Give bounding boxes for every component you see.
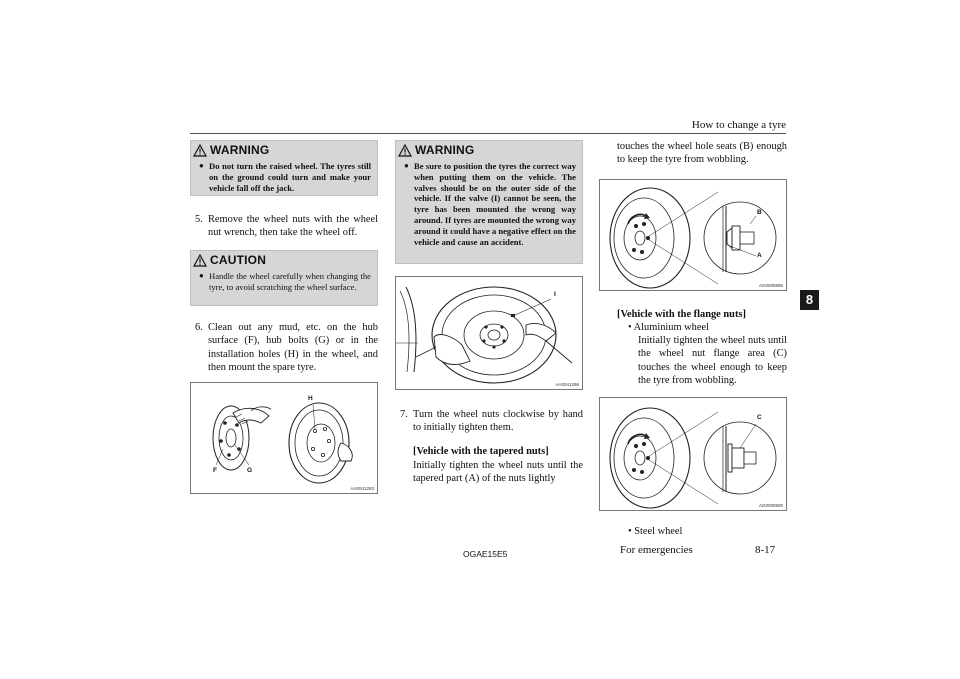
step-text: Remove the wheel nuts with the wheel nut wrench, then take the wheel off. bbox=[208, 214, 378, 239]
warning-header bbox=[396, 141, 582, 159]
step-number: 6. bbox=[195, 322, 203, 333]
page-number: 8-17 bbox=[755, 544, 776, 556]
figure-flange-nut bbox=[599, 397, 787, 511]
step-number: 7. bbox=[400, 409, 408, 420]
label-c: C bbox=[757, 414, 762, 421]
warning-label: WARNING bbox=[210, 143, 270, 157]
step-text: Clean out any mud, etc. on the hub surface (F), hub bolts (G) or in the installation holes (H) in the wheel, and then mount the spare tyre. bbox=[208, 322, 378, 374]
warning-label: WARNING bbox=[415, 143, 475, 157]
tapered-nuts-text: Initially tighten the wheel nuts until the tapered part (A) of the nuts lightly bbox=[413, 460, 583, 485]
warning-box-left bbox=[190, 140, 378, 196]
caution-label: CAUTION bbox=[210, 253, 267, 267]
tapered-nuts-heading: [Vehicle with the tapered nuts] bbox=[413, 446, 549, 457]
label-a: A bbox=[757, 252, 762, 259]
label-b: B bbox=[757, 209, 762, 216]
label-h: H bbox=[308, 395, 313, 402]
figure-code: AA0041296 bbox=[555, 382, 579, 387]
page-header-title: How to change a tyre bbox=[691, 119, 786, 131]
tapered-nut-wheel-illustration bbox=[600, 180, 786, 290]
warning-triangle-icon bbox=[193, 144, 207, 157]
bullet-icon: ● bbox=[404, 161, 409, 170]
document-code: OGAE15E5 bbox=[463, 549, 508, 559]
hub-and-wheel-illustration bbox=[191, 383, 377, 493]
aluminium-wheel-bullet: • Aluminium wheel bbox=[628, 322, 709, 333]
figure-code: AA0041283 bbox=[350, 486, 374, 491]
aluminium-wheel-text: Initially tighten the wheel nuts until the wheel nut flange area (C) touches the wheel enough to keep the tyre from wobbling. bbox=[638, 335, 787, 387]
step-6 bbox=[195, 321, 378, 375]
warning-box-middle bbox=[395, 140, 583, 264]
warning-header bbox=[191, 141, 377, 159]
bullet-icon: ● bbox=[199, 271, 204, 280]
warning-item: ● Do not turn the raised wheel. The tyres still on the ground could turn and make your vehicle fall off the jack. bbox=[199, 161, 371, 193]
figure-tapered-nut bbox=[599, 179, 787, 291]
warning-triangle-icon bbox=[398, 144, 412, 157]
tapered-nuts-continuation: touches the wheel hole seats (B) enough to keep the tyre from wobbling. bbox=[617, 141, 787, 166]
caution-header bbox=[191, 251, 377, 269]
header-rule bbox=[190, 133, 786, 134]
label-f: F bbox=[213, 467, 217, 474]
figure-hub-cleaning bbox=[190, 382, 378, 494]
bullet-icon: ● bbox=[199, 161, 204, 170]
caution-box bbox=[190, 250, 378, 306]
figure-code: AG0005896 bbox=[758, 283, 783, 288]
footer-section-title: For emergencies bbox=[620, 544, 693, 556]
steel-wheel-bullet: • Steel wheel bbox=[628, 526, 683, 537]
step-number: 5. bbox=[195, 214, 203, 225]
figure-tyre-valve bbox=[395, 276, 583, 390]
chapter-tab: 8 bbox=[800, 290, 819, 310]
caution-item: ● Handle the wheel carefully when changing the tyre, to avoid scratching the wheel surface. bbox=[199, 271, 371, 292]
label-i: I bbox=[554, 291, 556, 298]
figure-code: AG0005900 bbox=[758, 503, 783, 508]
step-5 bbox=[195, 213, 378, 240]
warning-item: ● Be sure to position the tyres the correct way when putting them on the vehicle. The valves should be on the outer side of the vehicle. If the valve (I) cannot be seen, the tyre has been mounted the wrong way around. If tyres are mounted the wrong way around it could have a negative effect on the vehicle and cause an accident. bbox=[404, 161, 576, 247]
step-7 bbox=[400, 408, 583, 435]
step-text: Turn the wheel nuts clockwise by hand to initially tighten them. bbox=[413, 409, 583, 434]
label-g: G bbox=[247, 467, 253, 474]
flange-nuts-heading: [Vehicle with the flange nuts] bbox=[617, 309, 746, 320]
caution-triangle-icon bbox=[193, 254, 207, 267]
